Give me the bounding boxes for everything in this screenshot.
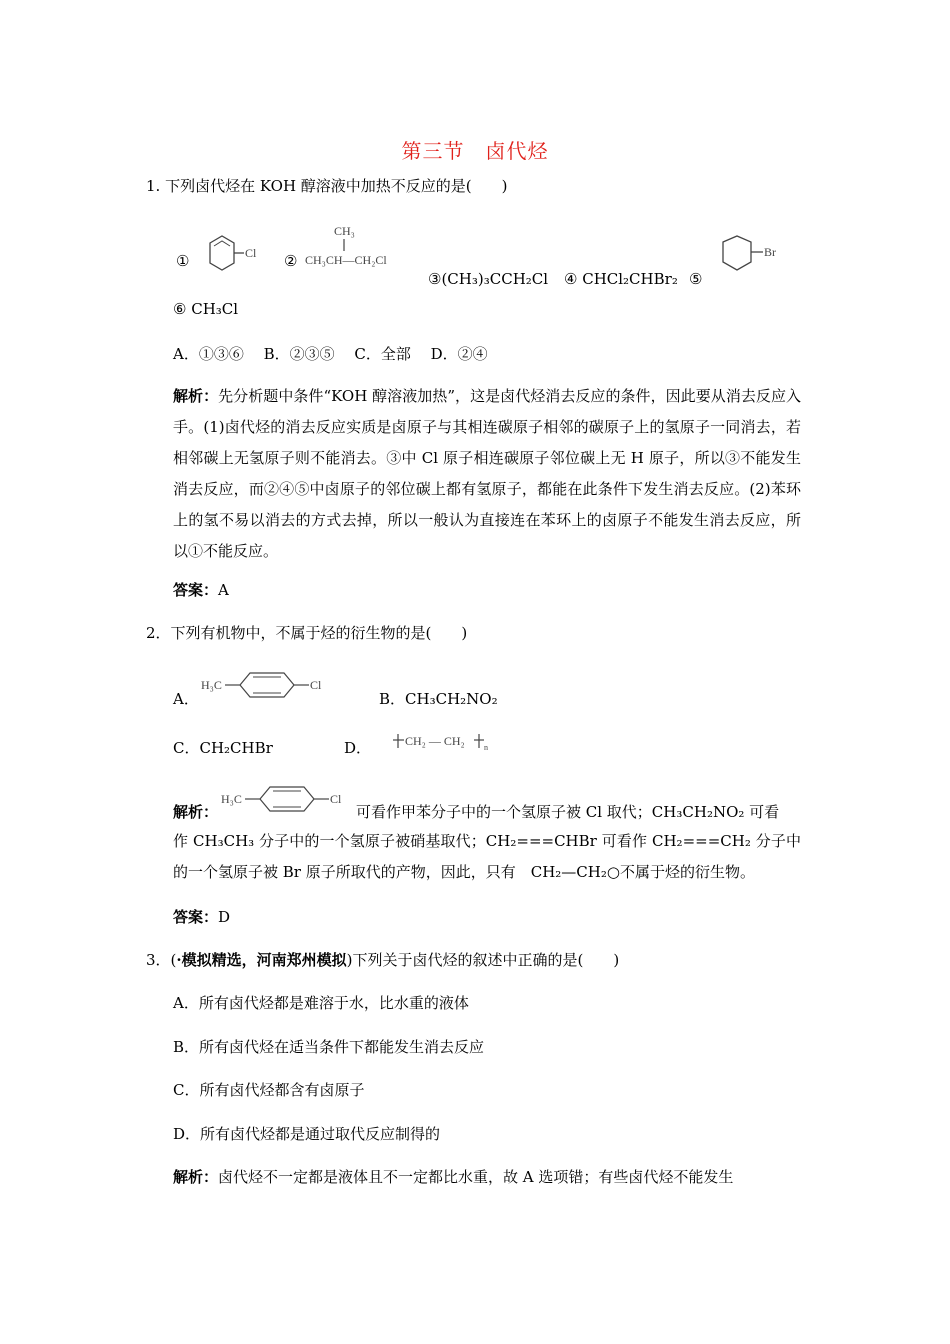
page-title: 第三节 卤代烃 (401, 139, 549, 163)
q1-opt5-br-label: Br (764, 245, 776, 259)
q3-option-a: A．所有卤代烃都是难溶于水，比水重的液体 (173, 994, 469, 1012)
q1-option-5-number: ⑤ (689, 270, 703, 288)
q2-answer-value: D (218, 908, 231, 926)
q3-option-b: B．所有卤代烃在适当条件下都能发生消去反应 (173, 1038, 485, 1056)
q2-option-b: B．CH₃CH₂NO₂ (379, 690, 498, 708)
branched-chloroalkane-structure (300, 218, 425, 273)
q2-analysis-label: 解析： (173, 803, 219, 821)
q3-analysis (173, 1166, 733, 1187)
question-1-stem: 1. 下列卤代烃在 KOH 醇溶液中加热不反应的是( ) (146, 177, 508, 195)
q1-opt1-cl-label: Cl (245, 246, 257, 260)
q2-answer (173, 906, 230, 927)
q2-option-a-structure (198, 668, 333, 703)
q3-analysis-text: 卤代烃不一定都是液体且不一定都比水重，故 A 选项错；有些卤代烃不能发生 (218, 1168, 734, 1186)
question-2-stem: 2．下列有机物中，不属于烃的衍生物的是( ) (146, 624, 468, 642)
q2-an-cl: Cl (330, 792, 342, 806)
polyethylene-structure (390, 726, 500, 756)
q1-answer-label: 答案： (173, 581, 219, 599)
q1-option-1-number: ① (176, 252, 190, 270)
q1-opt2-main-chain: CH₃CH—CH₂Cl (305, 253, 387, 267)
q3-stem-suffix: )下列关于卤代烃的叙述中正确的是( ) (346, 951, 620, 969)
q1-analysis-label: 解析： (173, 387, 219, 405)
q1-choices: A．①③⑥ B．②③⑤ C．全部 D．②④ (173, 345, 488, 363)
bromocyclohexane-structure (705, 232, 785, 292)
q2-option-c: C．CH₂CHBr (173, 739, 273, 757)
q2-analysis-line-1: 可看作甲苯分子中的一个氢原子被 Cl 取代；CH₃CH₂NO₂ 可看 (356, 803, 780, 821)
q2-opt-d-n: n (484, 743, 488, 752)
q1-option-2-number: ② (284, 252, 298, 270)
q2-answer-label: 答案： (173, 908, 219, 926)
question-3-stem (146, 949, 619, 970)
q2-opt-a-cl: Cl (310, 678, 322, 692)
q1-answer-value: A (218, 581, 229, 599)
q2-opt-a-methyl: H₃C (201, 678, 222, 692)
q1-analysis (173, 381, 801, 567)
q3-option-c: C．所有卤代烃都含有卤原子 (173, 1081, 365, 1099)
q1-option-3: ③(CH₃)₃CCH₂Cl (428, 270, 549, 288)
q3-stem-prefix: 3．( (146, 951, 177, 969)
q1-opt2-methyl: CH₃ (334, 224, 355, 238)
q2-an-methyl: H₃C (221, 792, 242, 806)
q2-analysis-structure (218, 782, 353, 817)
q2-option-a-label: A． (173, 690, 199, 708)
q1-option-6: ⑥ CH₃Cl (173, 300, 239, 318)
q3-stem-source: ·模拟精选，河南郑州模拟 (176, 951, 347, 969)
q1-analysis-text: 先分析题中条件“KOH 醇溶液加热”，这是卤代烃消去反应的条件，因此要从消去反应入手。(1)卤代烃的消去反应实质是卤原子与其相连碳原子相邻的碳原子上的氢原子一同消去，若相邻碳上无氢原子则不能消去。③中 Cl 原子相连碳原子邻位碳上无 H 原子，所以③不能发生消去反应，而②④⑤中卤原子的邻位碳上都有氢原子，都能在此条件下发生消去反应。(2)苯环上的氢不易以消去的方式去掉，所以一般认为直接连在苯环上的卤原子不能发生消去反应，所以①不能反应。 (173, 387, 801, 560)
q1-answer (173, 579, 229, 600)
q2-opt-d-formula: CH₂ — CH₂ (405, 734, 465, 748)
q1-option-4: ④ CHCl₂CHBr₂ (564, 270, 678, 288)
q3-option-d: D．所有卤代烃都是通过取代反应制得的 (173, 1125, 441, 1143)
q2-analysis-rest: 作 CH₃CH₃ 分子中的一个氢原子被硝基取代；CH₂===CHBr 可看作 CH₂===CH₂ 分子中的一个氢原子被 Br 原子所取代的产物，因此，只有 CH₂—CH₂○不属于烃的衍生物。 (173, 832, 801, 881)
q2-option-d-label: D． (344, 739, 372, 757)
q3-analysis-label: 解析： (173, 1168, 219, 1186)
chlorobenzene-structure (190, 228, 265, 288)
